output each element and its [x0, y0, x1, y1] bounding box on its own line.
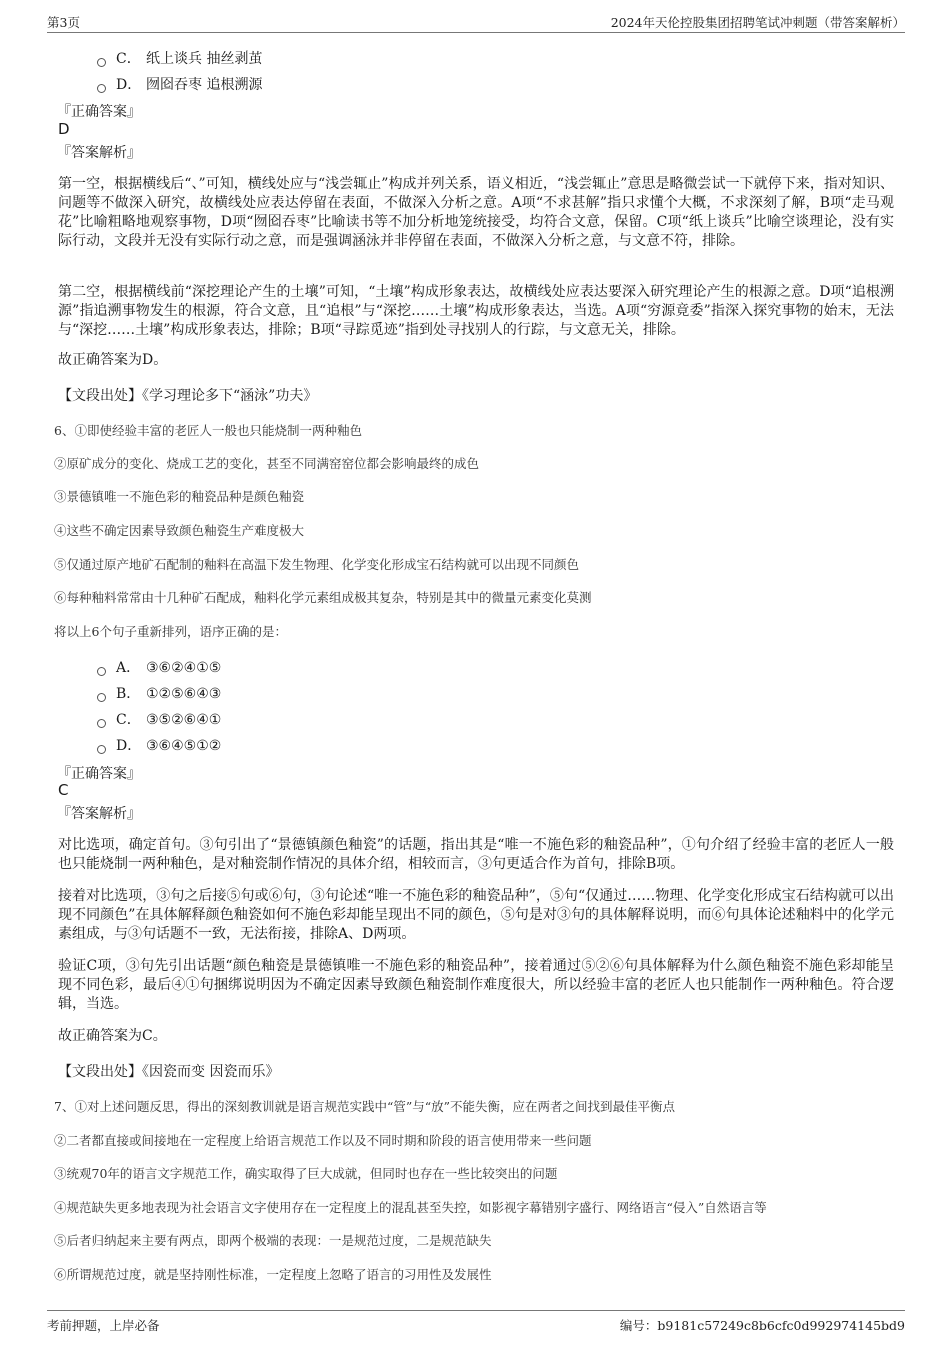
radio-icon[interactable] [97, 745, 106, 754]
radio-icon[interactable] [97, 693, 106, 702]
q6-sentence: ④这些不确定因素导致颜色釉瓷生产难度极大 [54, 523, 305, 538]
q5-option-d[interactable]: D． 囫囵吞枣 追根溯源 [97, 74, 262, 94]
q6-sentence: ⑥每种釉料常常由十几种矿石配成，釉料化学元素组成极其复杂，特别是其中的微量元素变化莫测 [54, 590, 592, 605]
q6-option-d[interactable]: D． ③⑥④⑤①② [97, 735, 221, 755]
q5-analysis-paragraph: 第二空，根据横线前“深挖理论产生的土壤”可知，“土壤”构成形象表达，故横线处应表达要深入研究理论产生的根源之意。D项“追根溯源”指追溯事物发生的根源，符合文意，且“追根”与“深挖……土壤”构成形象表达，当选。A项“穷源竟委”指深入探究事物的始末，无法与“深挖……土壤”构成形象表达，排除；B项“寻踪觅迹”指到处寻找别人的行踪，与文意无关，排除。 [58, 284, 894, 338]
page-header [47, 10, 905, 33]
q6-option-c[interactable]: C． ③⑤②⑥④① [97, 709, 221, 729]
q7-sentence: ⑤后者归纳起来主要有两点，即两个极端的表现：一是规范过度，二是规范缺失 [54, 1233, 492, 1248]
q7-sentence: ⑥所谓规范过度，就是坚持刚性标准，一定程度上忽略了语言的习用性及发展性 [54, 1267, 492, 1282]
q6-answer: C [58, 781, 69, 799]
q6-analysis-paragraph: 验证C项，③句先引出话题“颜色釉瓷是景德镇唯一不施色彩的釉瓷品种”，接着通过⑤②⑥句具体解释为什么颜色釉瓷不施色彩却能呈现不同色彩，最后④①句捆绑说明因为不确定因素导致颜色釉瓷制作难度很大，所以经验丰富的老匠人也只能制作一两种釉色。符合逻辑，当选。 [58, 958, 894, 1012]
page-number: 第3页 [47, 15, 80, 30]
page-footer [47, 1310, 905, 1335]
q5-option-c[interactable]: C． 纸上谈兵 抽丝剥茧 [97, 48, 262, 68]
q7-sentence: ③统观70年的语言文字规范工作，确实取得了巨大成就，但同时也存在一些比较突出的问题 [54, 1166, 558, 1181]
q7-sentence: ②二者都直接或间接地在一定程度上给语言规范工作以及不同时期和阶段的语言使用带来一些问题 [54, 1133, 592, 1148]
q6-prompt: 将以上6个句子重新排列，语序正确的是： [54, 624, 287, 639]
q5-analysis-label: 『答案解析』 [57, 145, 141, 161]
q6-option-b[interactable]: B． ①②⑤⑥④③ [97, 683, 221, 703]
q6-sentence: 6、①即使经验丰富的老匠人一般也只能烧制一两种釉色 [54, 423, 362, 438]
q6-analysis-paragraph: 接着对比选项，③句之后接⑤句或⑥句，③句论述“唯一不施色彩的釉瓷品种”，⑤句“仅通过……物理、化学变化形成宝石结构就可以出现不同颜色”在具体解释颜色釉瓷如何不施色彩却能呈现出不同的颜色，⑤句是对③句的具体解释说明，而⑥句具体论述釉料中的化学元素组成，与③句话题不一致，无法衔接，排除A、D两项。 [58, 888, 894, 942]
radio-icon[interactable] [97, 719, 106, 728]
q6-source: 【文段出处】《因瓷而变 因瓷而乐》 [58, 1064, 280, 1080]
radio-icon[interactable] [97, 84, 106, 93]
q6-sentence: ③景德镇唯一不施色彩的釉瓷品种是颜色釉瓷 [54, 489, 305, 504]
radio-icon[interactable] [97, 667, 106, 676]
q6-analysis-paragraph: 对比选项，确定首句。③句引出了“景德镇颜色釉瓷”的话题，指出其是“唯一不施色彩的釉瓷品种”，①句介绍了经验丰富的老匠人一般也只能烧制一两种釉色，是对釉瓷制作情况的具体介绍，相较而言，③句更适合作为首句，排除B项。 [58, 837, 894, 872]
q6-option-a[interactable]: A． ③⑥②④①⑤ [97, 657, 221, 677]
q7-sentence: 7、①对上述问题反思，得出的深刻教训就是语言规范实践中“管”与“放”不能失衡，应在两者之间找到最佳平衡点 [54, 1099, 676, 1114]
q5-answer: D [58, 120, 70, 138]
radio-icon[interactable] [97, 58, 106, 67]
q7-sentence: ④规范缺失更多地表现为社会语言文字使用存在一定程度上的混乱甚至失控，如影视字幕错别字盛行、网络语言“侵入”自然语言等 [54, 1200, 767, 1215]
q6-sentence: ⑤仅通过原产地矿石配制的釉料在高温下发生物理、化学变化形成宝石结构就可以出现不同颜色 [54, 557, 580, 572]
q5-analysis-conclusion: 故正确答案为D。 [58, 352, 168, 368]
q5-analysis-paragraph: 第一空，根据横线后“、”可知，横线处应与“浅尝辄止”构成并列关系，语义相近，“浅尝辄止”意思是略微尝试一下就停下来，指对知识、问题等不做深入研究，故横线处应表达停留在表面，不做深入分析之意。A项“不求甚解”指只求懂个大概，不求深刻了解，B项“走马观花”比喻粗略地观察事物，D项“囫囵吞枣”比喻读书等不加分析地笼统接受，均符合文意，保留。C项“纸上谈兵”比喻空谈理论，没有实际行动，文段并无没有实际行动之意，而是强调涵泳并非停留在表面，不做深入分析之意，与文意不符，排除。 [58, 176, 894, 249]
q6-analysis-label: 『答案解析』 [57, 806, 141, 822]
q6-sentence: ②原矿成分的变化、烧成工艺的变化，甚至不同满窑窑位都会影响最终的成色 [54, 456, 480, 471]
document-id: 编号：b9181c57249c8b6cfc0d992974145bd9 [619, 1318, 905, 1333]
document-title: 2024年天伦控股集团招聘笔试冲刺题（带答案解析） [610, 15, 905, 30]
q5-source: 【文段出处】《学习理论多下“涵泳”功夫》 [58, 388, 318, 404]
footer-slogan: 考前押题，上岸必备 [47, 1318, 160, 1333]
q5-answer-label: 『正确答案』 [57, 104, 141, 120]
q6-analysis-conclusion: 故正确答案为C。 [58, 1028, 167, 1044]
q6-answer-label: 『正确答案』 [57, 766, 141, 782]
